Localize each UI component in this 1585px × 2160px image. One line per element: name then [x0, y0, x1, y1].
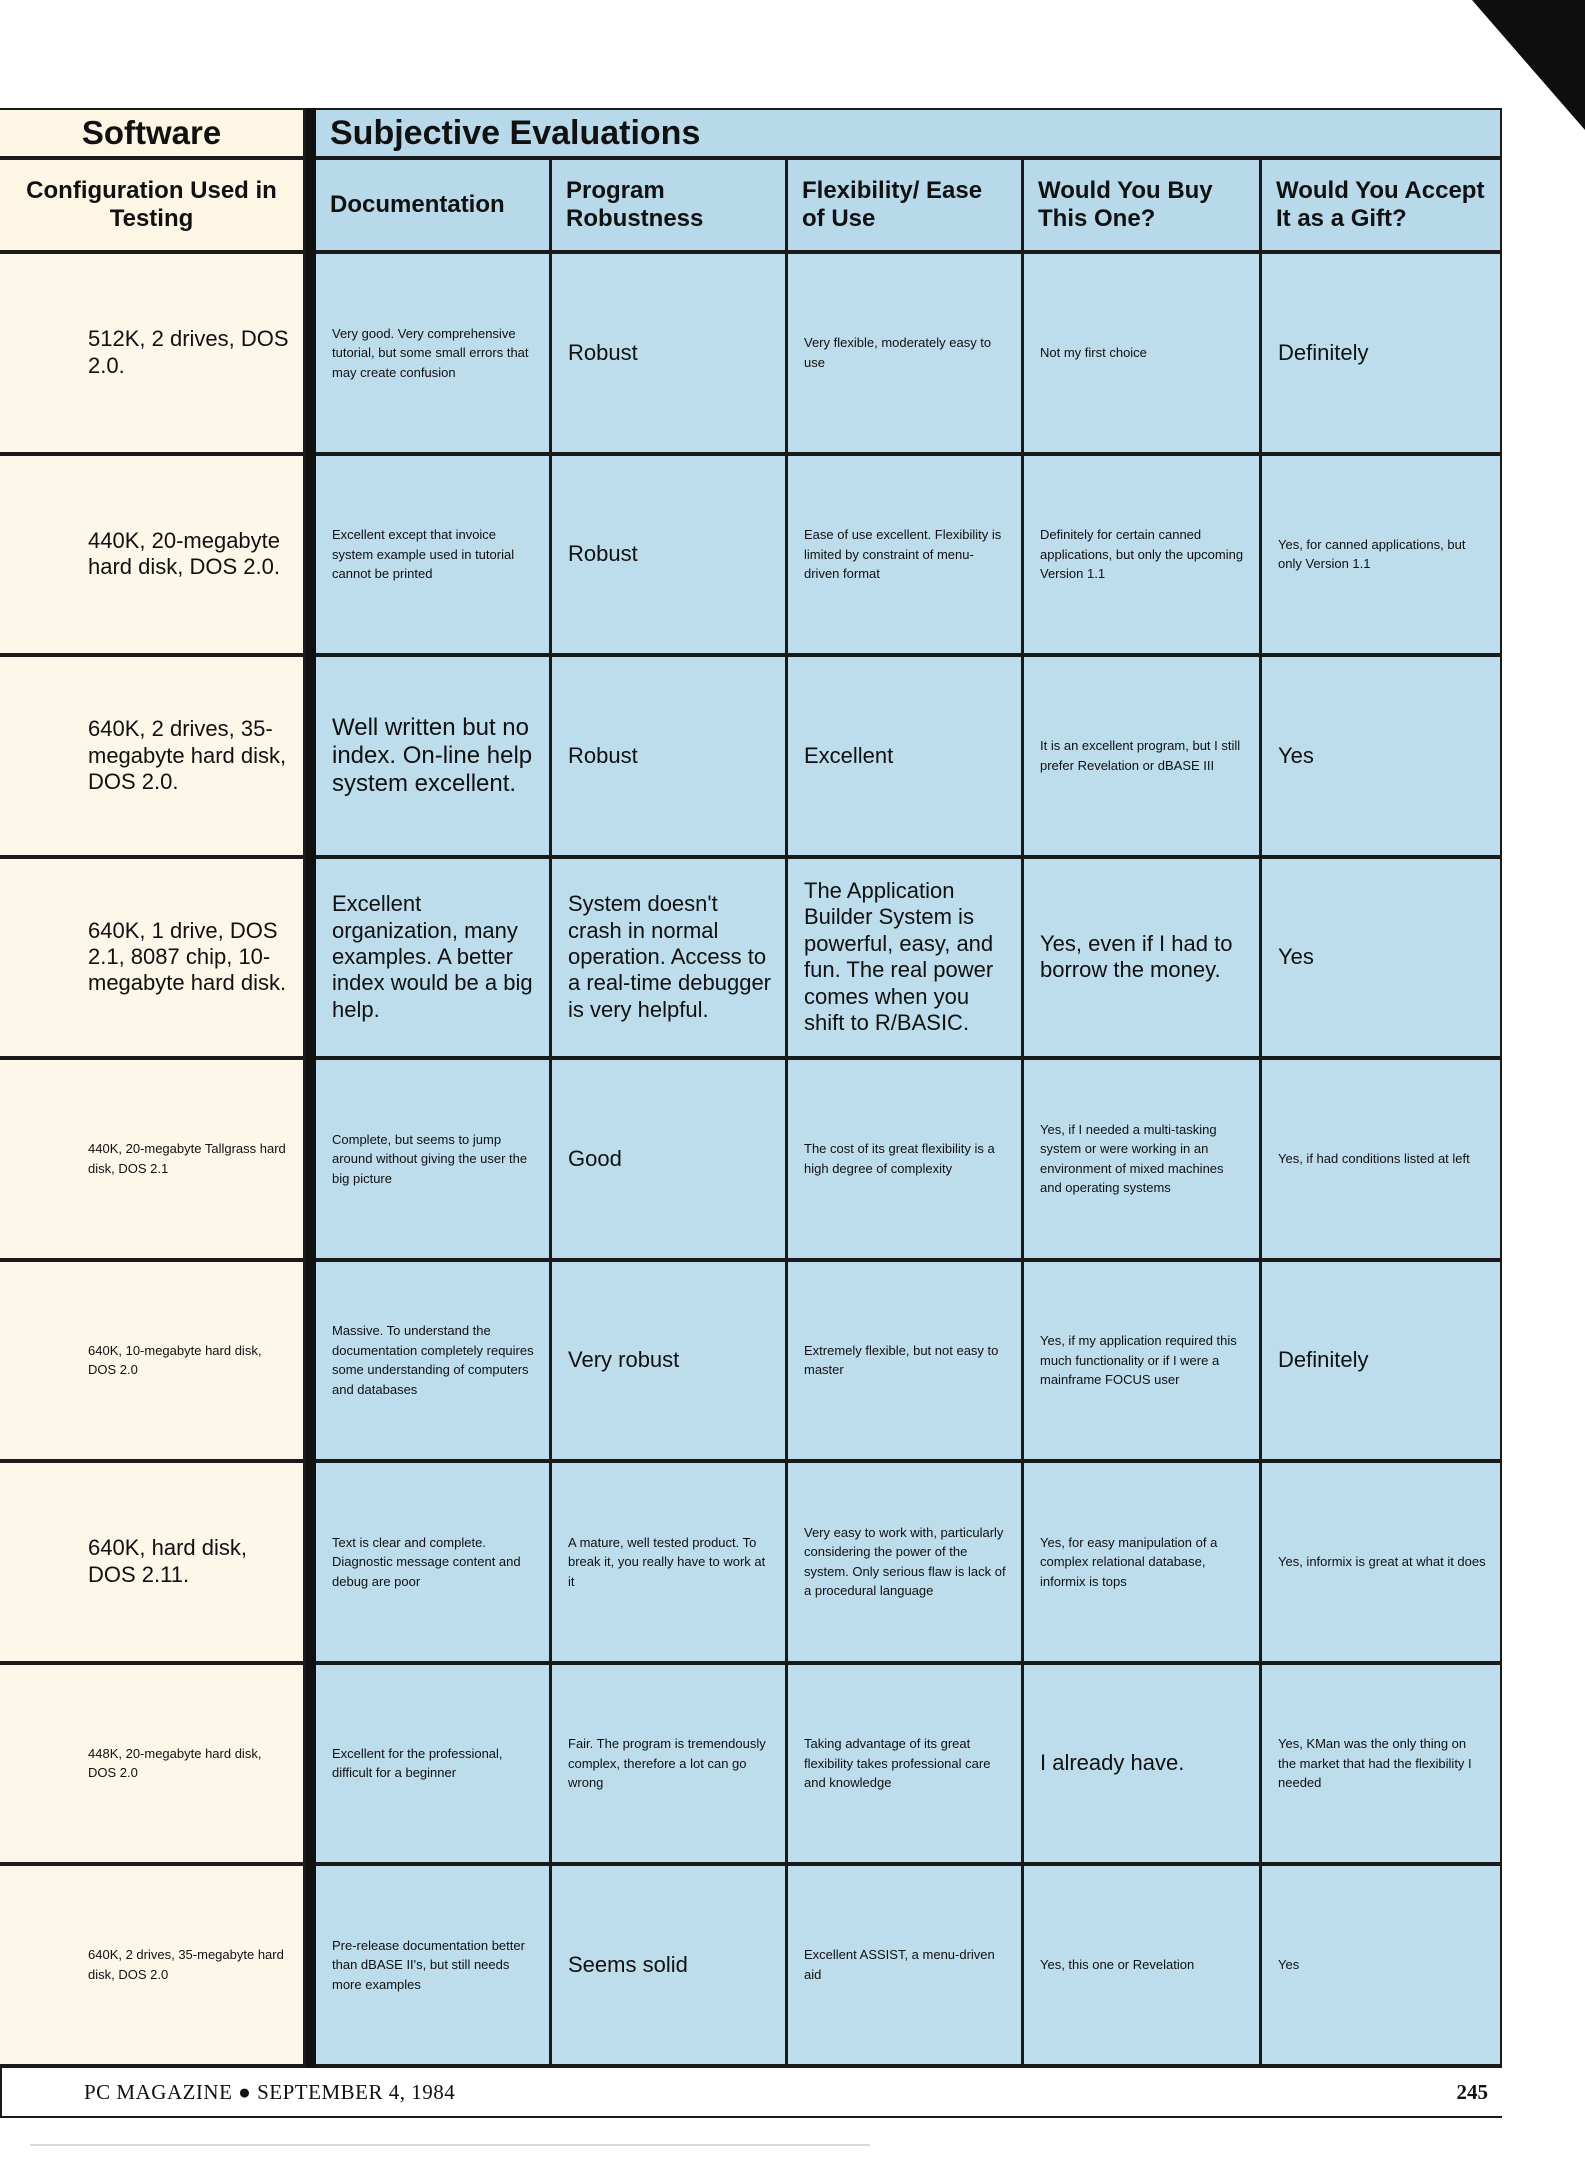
robustness-cell: Robust — [552, 657, 788, 859]
robustness-cell: Good — [552, 1060, 788, 1262]
would-buy-cell: Yes, if my application required this much functionality or if I were a mainframe FOCUS user — [1024, 1262, 1262, 1464]
magazine-issue-line: PC MAGAZINE ● SEPTEMBER 4, 1984 — [84, 2080, 456, 2104]
page-footer — [0, 2068, 1502, 2118]
flexibility-cell: Excellent ASSIST, a menu-driven aid — [788, 1866, 1024, 2068]
flexibility-cell: Excellent — [788, 657, 1024, 859]
subjective-evaluations-table — [0, 108, 1502, 2068]
column-divider — [306, 1262, 316, 1464]
accept-gift-cell: Yes, informix is great at what it does — [1262, 1463, 1502, 1665]
column-divider — [306, 456, 316, 658]
accept-gift-cell: Yes, if had conditions listed at left — [1262, 1060, 1502, 1262]
column-divider — [306, 1060, 316, 1262]
documentation-cell: Very good. Very comprehensive tutorial, but some small errors that may create confusion — [316, 254, 552, 456]
documentation-column-header: Documentation — [316, 160, 552, 254]
column-divider — [306, 1866, 316, 2068]
documentation-cell: Well written but no index. On-line help system excellent. — [316, 657, 552, 859]
accept-gift-cell: Yes, for canned applications, but only Version 1.1 — [1262, 456, 1502, 658]
documentation-cell: Excellent for the professional, difficult for a beginner — [316, 1665, 552, 1867]
column-divider — [306, 859, 316, 1061]
accept-gift-cell: Definitely — [1262, 254, 1502, 456]
row-config-cell: 640K, 2 drives, 35-megabyte hard disk, DOS 2.0. — [0, 657, 306, 859]
robustness-cell: Fair. The program is tremendously complex, therefore a lot can go wrong — [552, 1665, 788, 1867]
row-config-cell: 440K, 20-megabyte hard disk, DOS 2.0. — [0, 456, 306, 658]
config-column-header: Configuration Used in Testing — [0, 160, 306, 254]
flexibility-column-header: Flexibility/ Ease of Use — [788, 160, 1024, 254]
robustness-cell: System doesn't crash in normal operation. Access to a real-time debugger is very helpful. — [552, 859, 788, 1061]
documentation-cell: Text is clear and complete. Diagnostic message content and debug are poor — [316, 1463, 552, 1665]
flexibility-cell: Very easy to work with, particularly considering the power of the system. Only serious flaw is lack of a procedural language — [788, 1463, 1024, 1665]
robustness-column-header: Program Robustness — [552, 160, 788, 254]
robustness-cell: A mature, well tested product. To break it, you really have to work at it — [552, 1463, 788, 1665]
would-buy-cell: Not my first choice — [1024, 254, 1262, 456]
accept-gift-column-header: Would You Accept It as a Gift? — [1262, 160, 1502, 254]
accept-gift-cell: Yes — [1262, 1866, 1502, 2068]
robustness-cell: Very robust — [552, 1262, 788, 1464]
row-config-cell: 512K, 2 drives, DOS 2.0. — [0, 254, 306, 456]
row-config-cell: 640K, 10-megabyte hard disk, DOS 2.0 — [0, 1262, 306, 1464]
flexibility-cell: Ease of use excellent. Flexibility is limited by constraint of menu-driven format — [788, 456, 1024, 658]
would-buy-column-header: Would You Buy This One? — [1024, 160, 1262, 254]
subjective-evaluations-heading: Subjective Evaluations — [316, 108, 1502, 160]
documentation-cell: Complete, but seems to jump around without giving the user the big picture — [316, 1060, 552, 1262]
row-config-cell: 640K, 2 drives, 35-megabyte hard disk, DOS 2.0 — [0, 1866, 306, 2068]
row-config-cell: 640K, hard disk, DOS 2.11. — [0, 1463, 306, 1665]
flexibility-cell: The cost of its great flexibility is a high degree of complexity — [788, 1060, 1024, 1262]
documentation-cell: Massive. To understand the documentation completely requires some understanding of computers and databases — [316, 1262, 552, 1464]
documentation-cell: Pre-release documentation better than dBASE II's, but still needs more examples — [316, 1866, 552, 2068]
row-config-cell: 440K, 20-megabyte Tallgrass hard disk, DOS 2.1 — [0, 1060, 306, 1262]
documentation-cell: Excellent organization, many examples. A better index would be a big help. — [316, 859, 552, 1061]
would-buy-cell: Yes, even if I had to borrow the money. — [1024, 859, 1262, 1061]
flexibility-cell: Taking advantage of its great flexibility takes professional care and knowledge — [788, 1665, 1024, 1867]
row-config-cell: 448K, 20-megabyte hard disk, DOS 2.0 — [0, 1665, 306, 1867]
flexibility-cell: Very flexible, moderately easy to use — [788, 254, 1024, 456]
robustness-cell: Seems solid — [552, 1866, 788, 2068]
accept-gift-cell: Yes, KMan was the only thing on the market that had the flexibility I needed — [1262, 1665, 1502, 1867]
accept-gift-cell: Yes — [1262, 657, 1502, 859]
accept-gift-cell: Yes — [1262, 859, 1502, 1061]
column-divider — [306, 108, 316, 160]
software-heading: Software — [0, 108, 306, 160]
documentation-cell: Excellent except that invoice system example used in tutorial cannot be printed — [316, 456, 552, 658]
flexibility-cell: Extremely flexible, but not easy to master — [788, 1262, 1024, 1464]
robustness-cell: Robust — [552, 456, 788, 658]
column-divider — [306, 1665, 316, 1867]
bottom-divider-rule — [30, 2144, 870, 2146]
would-buy-cell: Yes, this one or Revelation — [1024, 1866, 1262, 2068]
would-buy-cell: Yes, if I needed a multi-tasking system or were working in an environment of mixed machines and operating systems — [1024, 1060, 1262, 1262]
would-buy-cell: It is an excellent program, but I still prefer Revelation or dBASE III — [1024, 657, 1262, 859]
column-divider — [306, 160, 316, 254]
column-divider — [306, 657, 316, 859]
flexibility-cell: The Application Builder System is powerful, easy, and fun. The real power comes when you shift to R/BASIC. — [788, 859, 1024, 1061]
would-buy-cell: Yes, for easy manipulation of a complex relational database, informix is tops — [1024, 1463, 1262, 1665]
column-divider — [306, 1463, 316, 1665]
accept-gift-cell: Definitely — [1262, 1262, 1502, 1464]
robustness-cell: Robust — [552, 254, 788, 456]
page-number: 245 — [1456, 2080, 1488, 2104]
column-divider — [306, 254, 316, 456]
would-buy-cell: I already have. — [1024, 1665, 1262, 1867]
row-config-cell: 640K, 1 drive, DOS 2.1, 8087 chip, 10-megabyte hard disk. — [0, 859, 306, 1061]
would-buy-cell: Definitely for certain canned applications, but only the upcoming Version 1.1 — [1024, 456, 1262, 658]
